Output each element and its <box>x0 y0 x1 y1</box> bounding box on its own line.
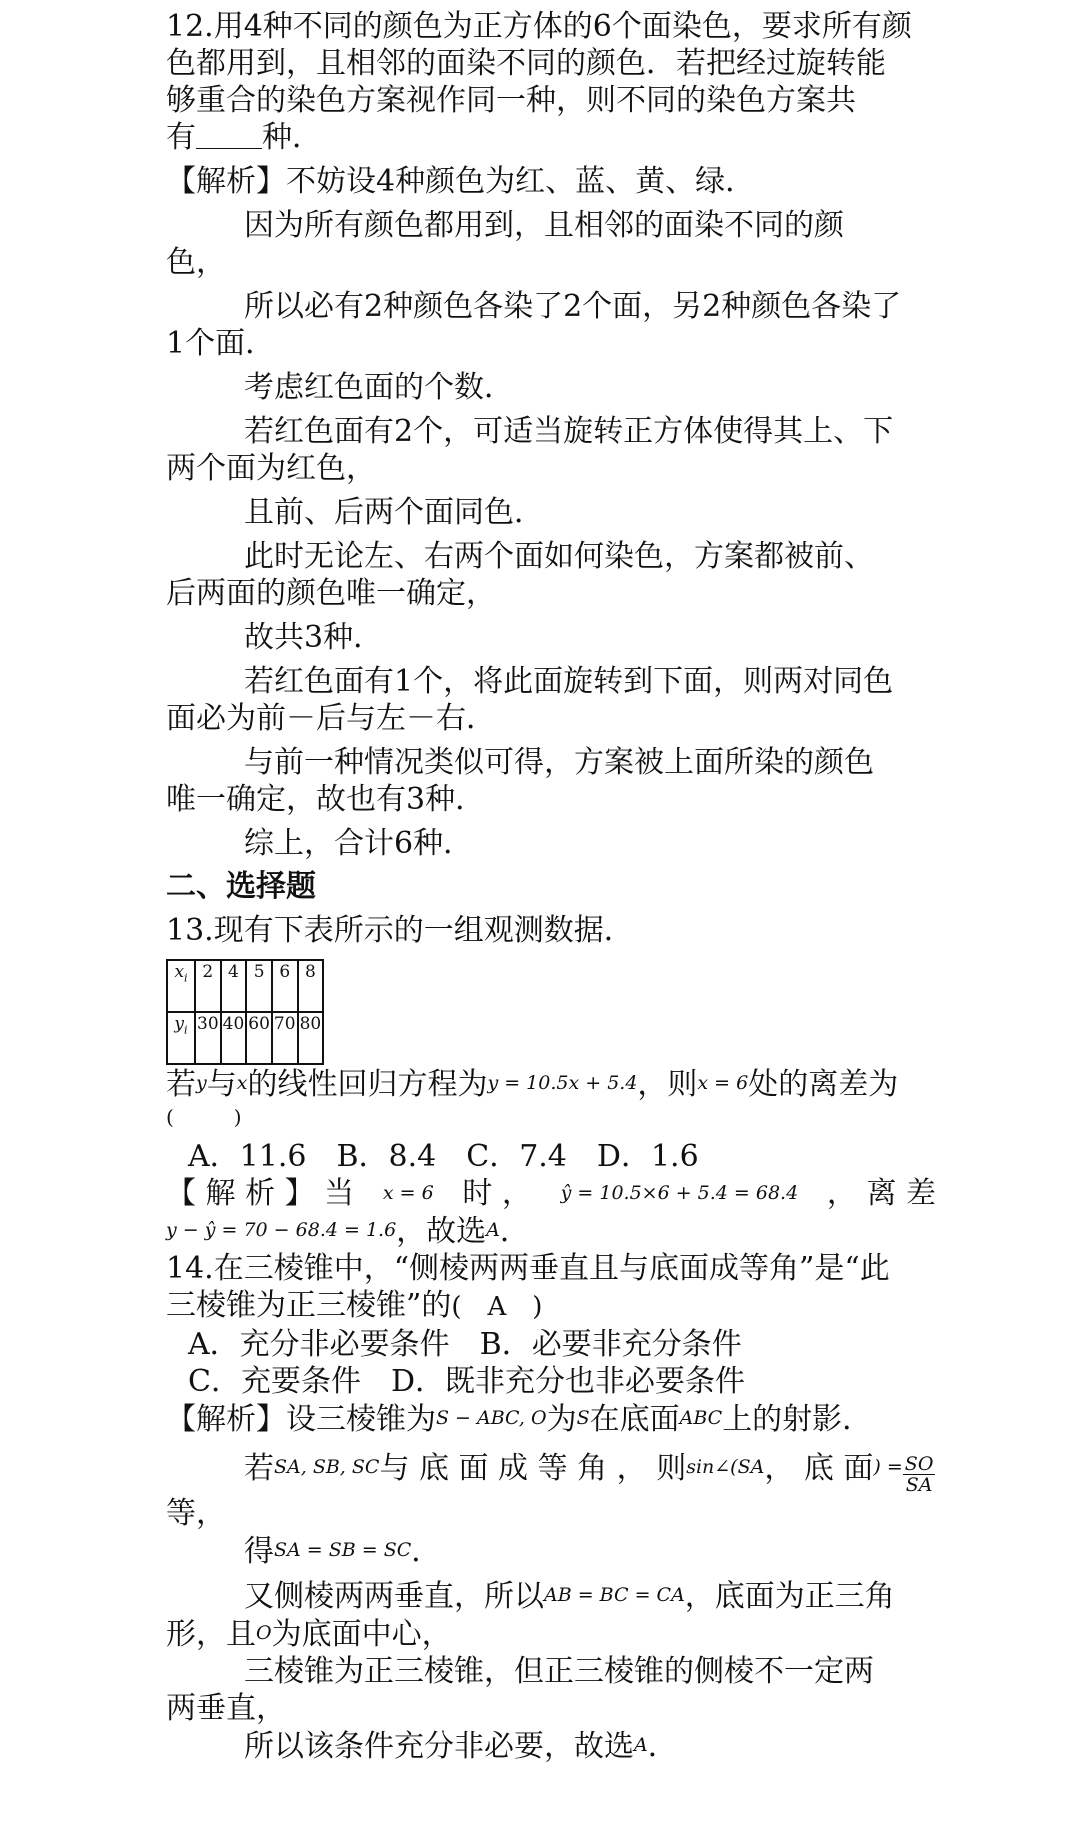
q13-answer-paren: ( ) <box>166 1105 242 1129</box>
q14-analysis-line-7: 所以该条件充分非必要，故选A． <box>244 1729 678 1764</box>
q14-analysis-line-2: 若SA, SB, SC与 底 面 成 等 角 ， 则sin∠(SA， 底 面) = $\frac{SO}{SA}$ <box>244 1451 934 1496</box>
answer-blank <box>196 122 262 149</box>
option-d: D．1.6 <box>596 1139 699 1174</box>
q12-para-10: 综上，合计6种． <box>244 826 474 861</box>
q12-stem-line-2: 色都用到，且相邻的面染不同的颜色．若把经过旋转能 <box>166 46 886 81</box>
table-cell: 70 <box>272 1012 298 1064</box>
table-cell: 2 <box>195 960 221 1012</box>
q14-analysis-line-2-cont: 等， <box>166 1496 226 1531</box>
table-cell: 4 <box>221 960 247 1012</box>
q14-analysis-line-6-cont: 两垂直， <box>166 1691 286 1726</box>
q12-para-2: 所以必有2种颜色各染了2个面，另2种颜色各染了 1个面． <box>166 289 902 361</box>
q13-options <box>166 1138 936 1175</box>
q12-para-8: 若红色面有1个，将此面旋转到下面，则两对同色 面必为前－后与左－右． <box>166 664 894 736</box>
option-d: D．既非充分也非必要条件 <box>390 1364 746 1399</box>
q13-analysis-line-2: y − ŷ = 70 − 68.4 = 1.6，故选A． <box>166 1214 530 1249</box>
option-a: A．11.6 <box>188 1139 307 1174</box>
q14-analysis-line-3: 得SA = SB = SC． <box>244 1534 442 1569</box>
regression-equation: y = 10.5x + 5.4 <box>487 1072 638 1094</box>
option-c: C．7.4 <box>466 1139 567 1174</box>
table-cell: 40 <box>221 1012 247 1064</box>
q13-question: 若y与x的线性回归方程为y = 10.5x + 5.4，则x = 6处的离差为 <box>166 1067 899 1102</box>
table-header-y: $y_i$ <box>167 1012 195 1064</box>
q12-stem-line-1: 12.用4种不同的颜色为正方体的6个面染色，要求所有颜 <box>166 9 912 44</box>
option-b: B．必要非充分条件 <box>479 1327 742 1362</box>
q12-para-1: 因为所有颜色都用到，且相邻的面染不同的颜 色， <box>166 208 844 280</box>
q12-para-4: 若红色面有2个，可适当旋转正方体使得其上、下 两个面为红色， <box>166 414 894 486</box>
table-cell: 6 <box>272 960 298 1012</box>
q14-analysis-line-1: 【解析】设三棱锥为S − ABC, O为S在底面ABC上的射影． <box>166 1402 873 1437</box>
option-c: C．充要条件 <box>188 1364 361 1399</box>
table-cell: 8 <box>298 960 324 1012</box>
q12-para-9: 与前一种情况类似可得，方案被上面所染的颜色 唯一确定，故也有3种． <box>166 745 874 817</box>
table-cell: 60 <box>246 1012 272 1064</box>
q13-stem: 13.现有下表所示的一组观测数据． <box>166 913 634 948</box>
q14-options-row-2 <box>166 1363 936 1400</box>
q13-analysis-line-1: 【 解 析 】 当 x = 6 时 ， ŷ = 10.5×6 + 5.4 = 68.4 ， 离 差 <box>166 1176 936 1211</box>
q14-options-row-1 <box>166 1326 936 1363</box>
table-row-x <box>167 960 323 1012</box>
table-cell: 30 <box>195 1012 221 1064</box>
q12-stem-line-3: 够重合的染色方案视作同一种，则不同的染色方案共 <box>166 83 856 118</box>
q12-para-7: 故共3种． <box>244 620 384 655</box>
q14-analysis-line-6: 三棱锥为正三棱锥，但正三棱锥的侧棱不一定两 <box>244 1654 874 1689</box>
document-page <box>166 8 936 1765</box>
section-heading: 二、选择题 <box>166 869 316 904</box>
fraction-so-sa: $\frac{SO}{SA}$ <box>904 1453 934 1496</box>
observation-table <box>166 959 324 1065</box>
table-row-y <box>167 1012 323 1064</box>
option-a: A．充分非必要条件 <box>188 1327 450 1362</box>
q12-stem-line-4: 有 种． <box>166 120 322 155</box>
table-header-x: $x_i$ <box>167 960 195 1012</box>
q14-stem-line-2: 三棱锥为正三棱锥”的( A ) <box>166 1288 543 1323</box>
q12-analysis-heading: 【解析】不妨设4种颜色为红、蓝、黄、绿． <box>166 164 756 199</box>
q12-para-6: 此时无论左、右两个面如何染色，方案都被前、 后两面的颜色唯一确定， <box>166 539 874 611</box>
q12-stem <box>166 8 936 156</box>
table-cell: 5 <box>246 960 272 1012</box>
q14-analysis-line-4: 又侧棱两两垂直，所以AB = BC = CA，底面为正三角 <box>244 1579 895 1614</box>
q12-para-5: 且前、后两个面同色． <box>244 495 544 530</box>
q14-stem-line-1: 14.在三棱锥中，“侧棱两两垂直且与底面成等角”是“此 <box>166 1251 890 1286</box>
q14-analysis-line-5: 形，且O为底面中心， <box>166 1617 452 1652</box>
table-cell: 80 <box>298 1012 324 1064</box>
q12-para-3: 考虑红色面的个数． <box>244 370 514 405</box>
option-b: B．8.4 <box>336 1139 437 1174</box>
